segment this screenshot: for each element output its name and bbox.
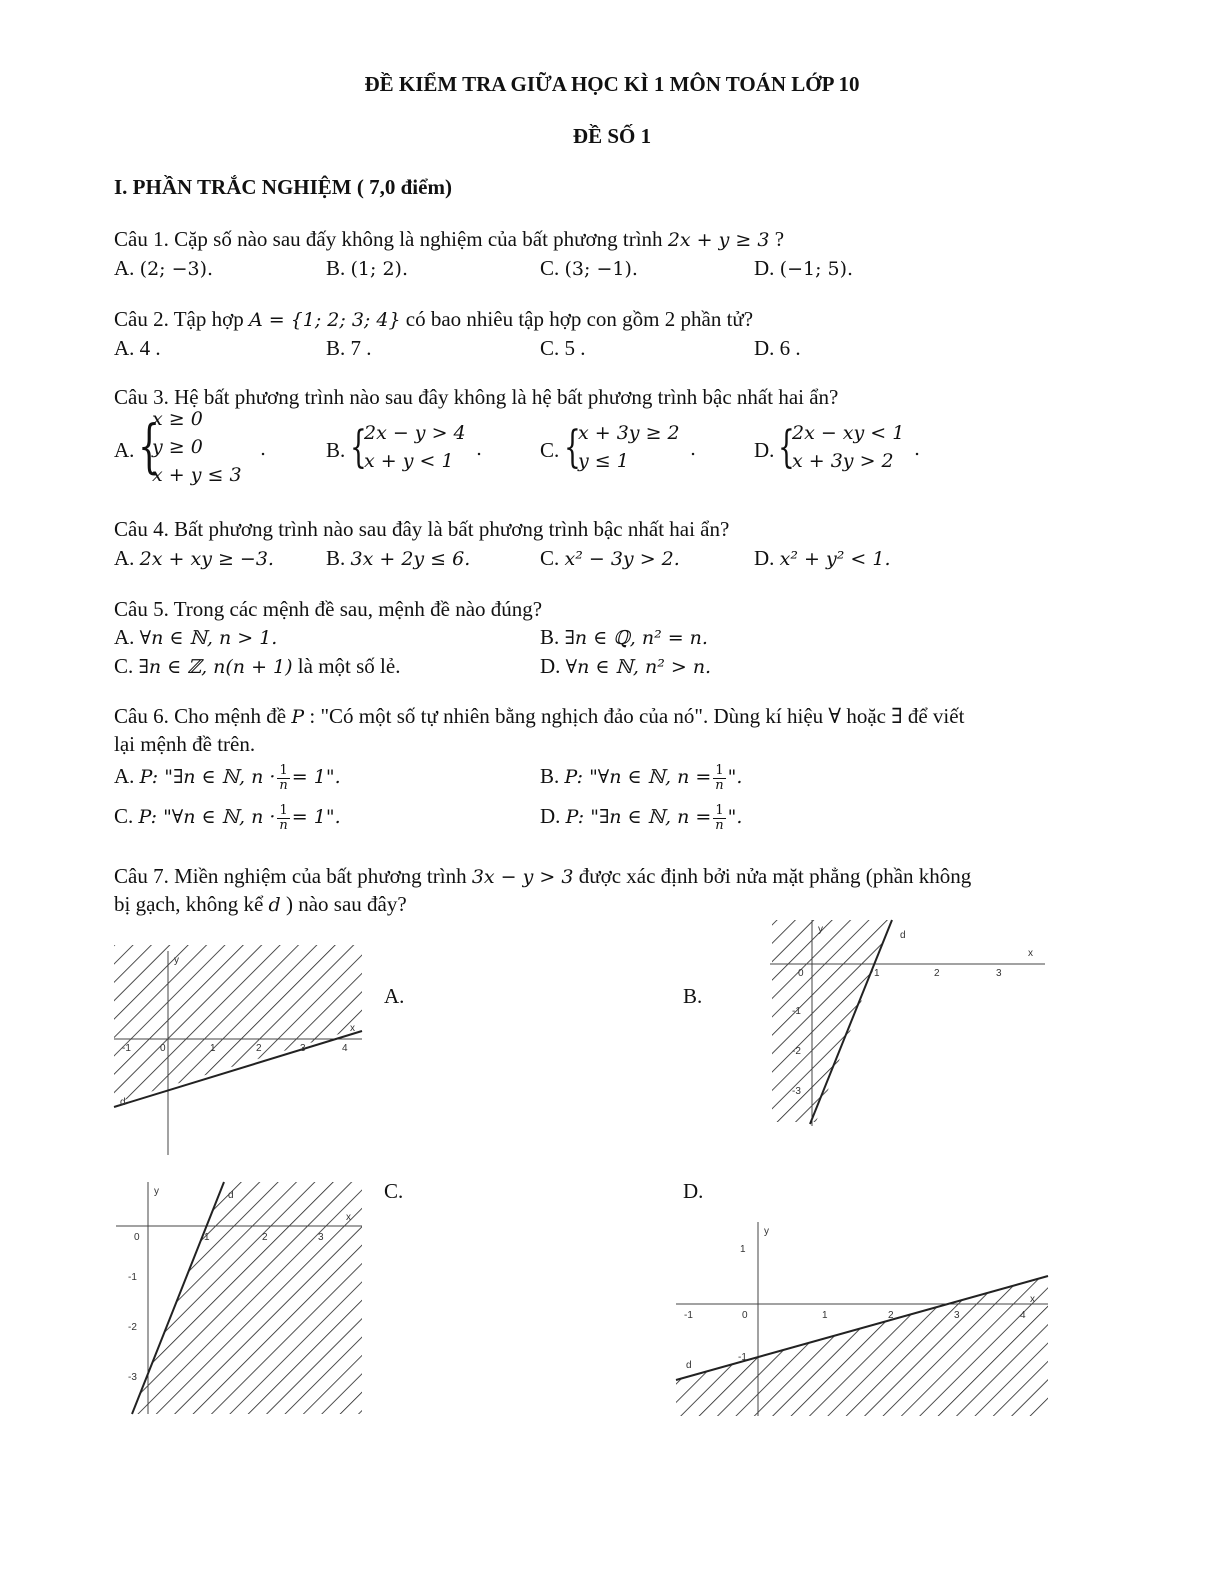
svg-text:0: 0 [134, 1232, 140, 1243]
svg-text:0: 0 [798, 968, 804, 979]
question-6-line-2: lại mệnh đề trên. [114, 732, 256, 756]
graph-a-x-label: x [350, 1023, 355, 1034]
svg-text:3: 3 [300, 1043, 306, 1054]
svg-text:1: 1 [822, 1310, 828, 1321]
question-3: Câu 3. Hệ bất phương trình nào sau đây không là hệ bất phương trình bậc nhất hai ẩn? [114, 385, 839, 409]
question-2-math: A = {1; 2; 3; 4} [248, 309, 401, 331]
q2-option-a[interactable]: A. 4 . [114, 336, 161, 360]
svg-text:4: 4 [342, 1043, 348, 1054]
q5-option-d[interactable]: D. ∀n ∈ ℕ, n² > n. [540, 654, 712, 678]
q1-option-b[interactable]: B. (1; 2). [326, 256, 408, 280]
q5-option-b[interactable]: B. ∃n ∈ ℚ, n² = n. [540, 625, 708, 649]
question-2: Câu 2. Tập hợp A = {1; 2; 3; 4} có bao nhiêu tập hợp con gồm 2 phần tử? [114, 307, 754, 331]
q1-option-d[interactable]: D. (−1; 5). [754, 256, 854, 280]
graph-d-d-label: d [686, 1360, 692, 1371]
q6-option-b[interactable]: B. P: "∀n ∈ ℕ, n = $\frac{1}{n}$ ". [540, 762, 743, 793]
q3-option-a[interactable]: A. { x ≥ 0 y ≥ 0 x + y ≤ 3 . [114, 408, 267, 486]
svg-text:-3: -3 [128, 1372, 137, 1383]
graph-b-y-label: y [818, 924, 823, 935]
question-7-line-2: bị gạch, không kể d ) nào sau đây? [114, 892, 407, 916]
question-4: Câu 4. Bất phương trình nào sau đây là bất phương trình bậc nhất hai ẩn? [114, 517, 730, 541]
question-1 [114, 225, 784, 254]
graph-c-d-label: d [228, 1190, 234, 1201]
q6-option-c[interactable]: C. P: "∀n ∈ ℕ, n · $\frac{1}{n}$ = 1". [114, 802, 341, 833]
q3-option-d[interactable]: D. { 2x − xy < 1 x + 3y > 2 . [754, 422, 921, 473]
question-6: Câu 6. Cho mệnh đề P : "Có một số tự nhiên bằng nghịch đảo của nó". Dùng kí hiệu ∀ hoặc ∃ để viết [114, 704, 965, 728]
graph-b-x-label: x [1028, 948, 1033, 959]
question-1-math: 2x + y ≥ 3 [667, 229, 770, 251]
q5-option-c[interactable]: C. ∃n ∈ ℤ, n(n + 1) là một số lẻ. [114, 654, 401, 678]
q1-option-c[interactable]: C. (3; −1). [540, 256, 638, 280]
q7-option-b[interactable]: B. [683, 984, 703, 1008]
q3-option-c[interactable]: C. { x + 3y ≥ 2 y ≤ 1 . [540, 422, 697, 473]
svg-text:0: 0 [742, 1310, 748, 1321]
q7-option-d[interactable]: D. [683, 1179, 704, 1203]
q6-option-a[interactable]: A. P: "∃n ∈ ℕ, n · $\frac{1}{n}$ = 1". [114, 762, 341, 793]
svg-text:-1: -1 [122, 1043, 131, 1054]
svg-text:-1: -1 [128, 1272, 137, 1283]
document-title: ĐỀ KIỂM TRA GIỮA HỌC KÌ 1 MÔN TOÁN LỚP 10 [364, 72, 860, 96]
q5-option-a[interactable]: A. ∀n ∈ ℕ, n > 1. [114, 625, 278, 649]
svg-text:-1: -1 [792, 1006, 801, 1017]
svg-text:-1: -1 [684, 1310, 693, 1321]
q4-option-c[interactable]: C. x² − 3y > 2. [540, 546, 680, 570]
svg-text:2: 2 [888, 1310, 894, 1321]
graph-d-x-label: x [1030, 1294, 1035, 1305]
q2-option-d[interactable]: D. 6 . [754, 336, 801, 360]
svg-text:-2: -2 [792, 1046, 801, 1057]
q3-option-b[interactable]: B. { 2x − y > 4 x + y < 1 . [326, 422, 483, 473]
svg-text:1: 1 [210, 1043, 216, 1054]
svg-text:0: 0 [160, 1043, 166, 1054]
graph-b-d-label: d [900, 930, 906, 941]
graph-d-hatched-region [676, 1276, 1048, 1416]
question-1-tail: ? [769, 227, 785, 251]
svg-text:3: 3 [318, 1232, 324, 1243]
brace-icon: { [138, 412, 161, 480]
q1-option-a[interactable]: A. (2; −3). [114, 256, 214, 280]
graph-a-hatched-region [114, 945, 362, 1103]
svg-text:3: 3 [954, 1310, 960, 1321]
svg-text:-2: -2 [128, 1322, 137, 1333]
exam-number: ĐỀ SỐ 1 [572, 124, 652, 148]
q6-option-d[interactable]: D. P: "∃n ∈ ℕ, n = $\frac{1}{n}$ ". [540, 802, 743, 833]
svg-text:1: 1 [740, 1244, 746, 1255]
graph-c [114, 1180, 366, 1416]
graph-c-x-label: x [346, 1212, 351, 1223]
svg-text:2: 2 [934, 968, 940, 979]
section-heading: I. PHẦN TRẮC NGHIỆM ( 7,0 điểm) [114, 175, 452, 199]
graph-a-y-label: y [174, 955, 179, 966]
brace-icon: { [778, 422, 795, 473]
graph-d [676, 1218, 1052, 1418]
question-1-lead: Câu 1. Cặp số nào sau đấy không là nghiệm của bất phương trình [114, 227, 668, 251]
graph-c-hatched-region [132, 1182, 362, 1414]
svg-text:1: 1 [874, 968, 880, 979]
graph-b [760, 918, 1055, 1128]
svg-text:3: 3 [996, 968, 1002, 979]
q2-option-c[interactable]: C. 5 . [540, 336, 586, 360]
question-5: Câu 5. Trong các mệnh đề sau, mệnh đề nào đúng? [114, 597, 543, 621]
graph-c-y-label: y [154, 1186, 159, 1197]
svg-text:1: 1 [204, 1232, 210, 1243]
q2-option-b[interactable]: B. 7 . [326, 336, 372, 360]
question-7: Câu 7. Miền nghiệm của bất phương trình 3x − y > 3 được xác định bởi nửa mặt phẳng (phần không [114, 864, 972, 888]
svg-text:-1: -1 [738, 1352, 747, 1363]
q4-option-b[interactable]: B. 3x + 2y ≤ 6. [326, 546, 471, 570]
svg-text:-3: -3 [792, 1086, 801, 1097]
graph-b-hatched-region [772, 920, 892, 1122]
svg-text:2: 2 [262, 1232, 268, 1243]
brace-icon: { [564, 422, 581, 473]
q4-option-a[interactable]: A. 2x + xy ≥ −3. [114, 546, 274, 570]
graph-a [114, 945, 364, 1160]
graph-d-y-label: y [764, 1226, 769, 1237]
q7-option-c[interactable]: C. [384, 1179, 404, 1203]
brace-icon: { [350, 422, 367, 473]
graph-a-d-label: d [120, 1097, 126, 1108]
svg-text:2: 2 [256, 1043, 262, 1054]
svg-text:4: 4 [1020, 1310, 1026, 1321]
q7-option-a[interactable]: A. [384, 984, 405, 1008]
q4-option-d[interactable]: D. x² + y² < 1. [754, 546, 891, 570]
